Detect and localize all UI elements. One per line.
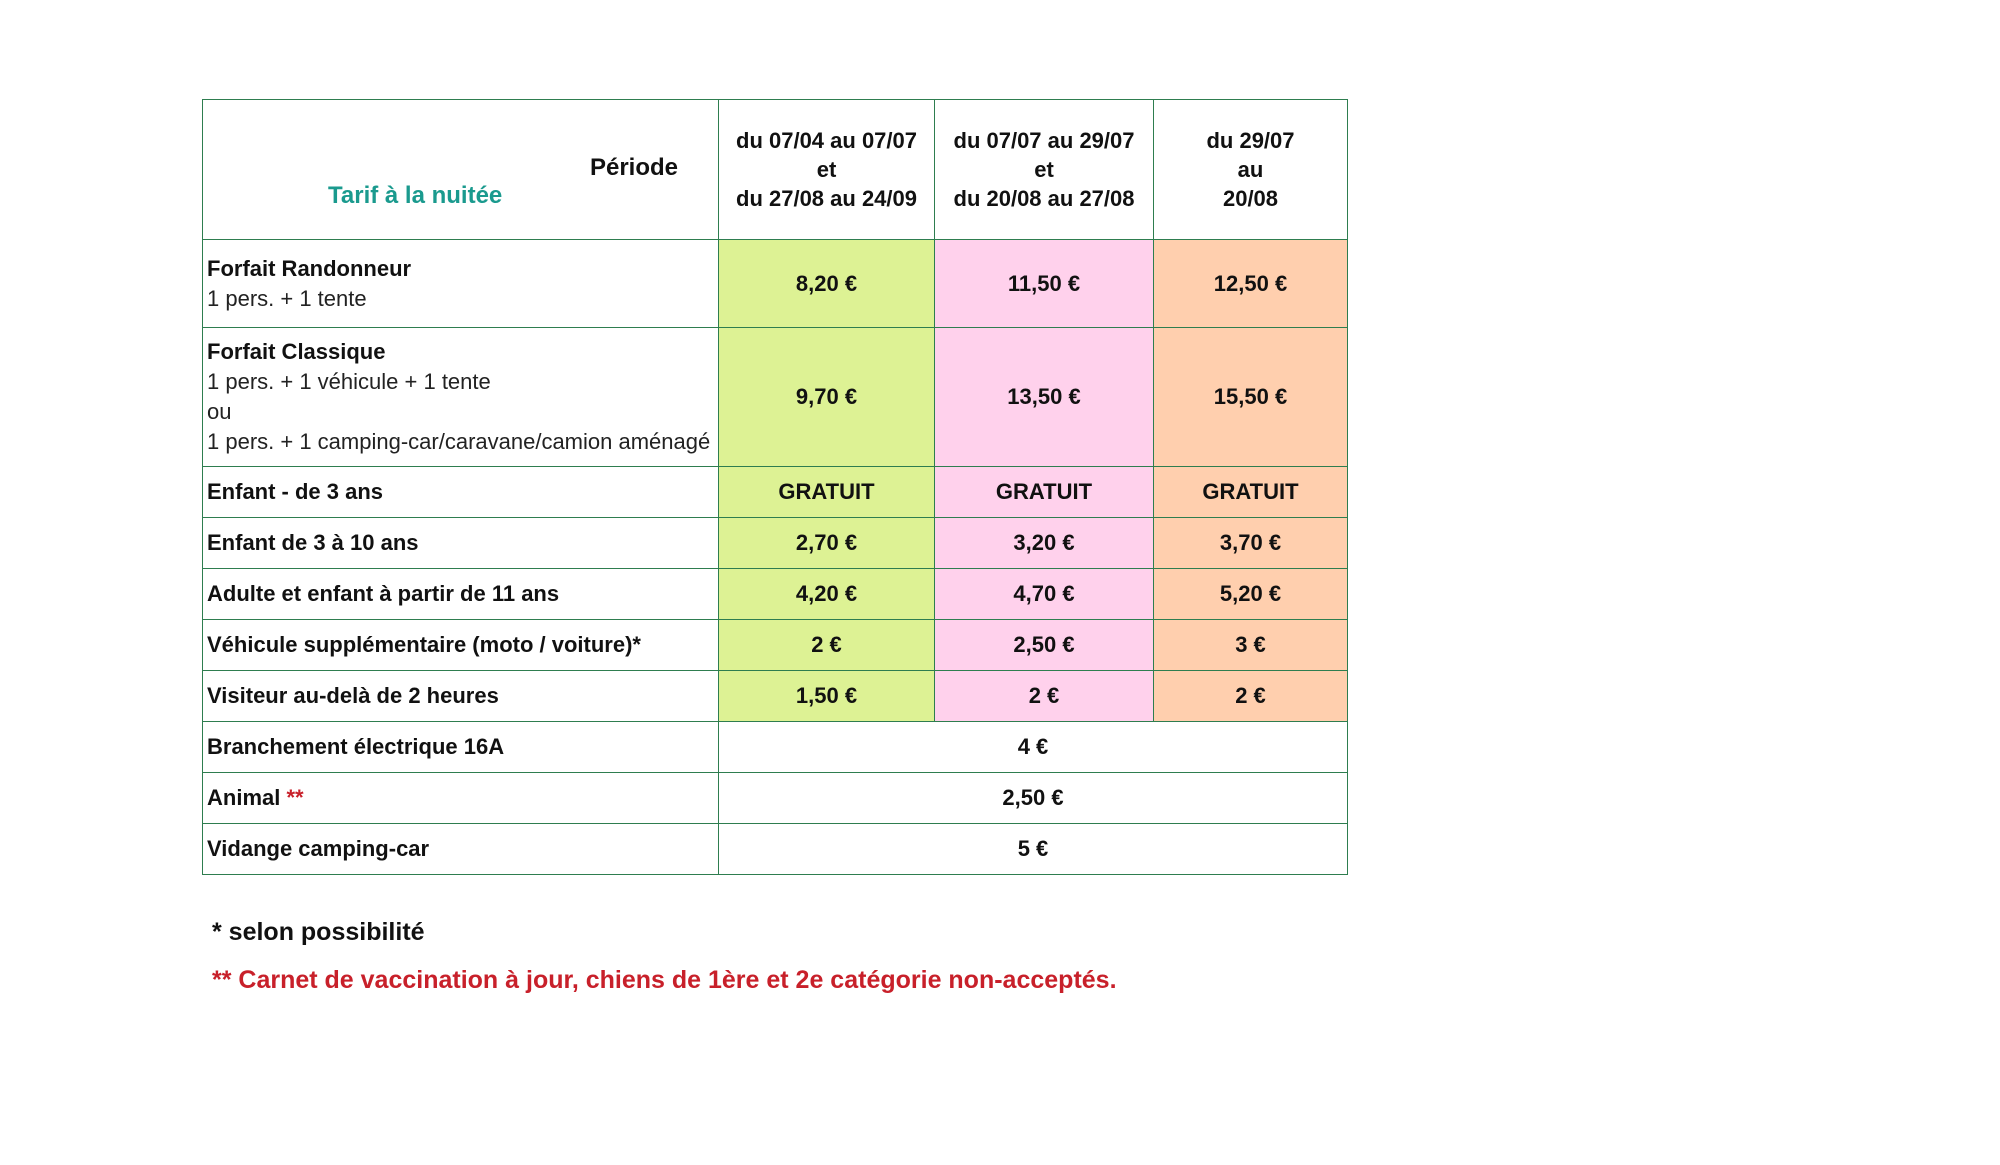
- row-label: [203, 467, 719, 518]
- price-cell: 11,50 €: [935, 240, 1154, 328]
- table-row: [203, 240, 1348, 328]
- row-subtitle: 1 pers. + 1 tente: [207, 285, 367, 311]
- period-line: du 29/07: [1206, 128, 1295, 153]
- footnote-marker: **: [286, 785, 304, 810]
- header-corner: [203, 100, 719, 240]
- price-cell: 12,50 €: [1154, 240, 1348, 328]
- row-title: Vidange camping-car: [207, 836, 430, 861]
- price-cell: 2,50 €: [935, 620, 1154, 671]
- period-line: du 20/08 au 27/08: [953, 186, 1135, 211]
- tarif-label: Tarif à la nuitée: [328, 182, 503, 209]
- row-title: Forfait Randonneur: [207, 255, 412, 281]
- price-cell: 13,50 €: [935, 328, 1154, 467]
- period-line: et: [1034, 157, 1054, 182]
- table-row: [203, 620, 1348, 671]
- row-label: [203, 518, 719, 569]
- period-line: du 07/04 au 07/07: [736, 128, 917, 153]
- row-label: [203, 671, 719, 722]
- period-line: et: [816, 157, 837, 182]
- row-label: [203, 722, 719, 773]
- table-row: [203, 328, 1348, 467]
- period-line: 20/08: [1222, 186, 1279, 211]
- row-label: [203, 328, 719, 467]
- price-cell: 3 €: [1154, 620, 1348, 671]
- row-title: Forfait Classique: [207, 339, 386, 364]
- row-subtitle: ou: [207, 399, 232, 424]
- table-row: [203, 569, 1348, 620]
- row-title: Véhicule supplémentaire (moto / voiture)*: [207, 632, 641, 657]
- price-cell: 4,70 €: [935, 569, 1154, 620]
- row-title: [207, 783, 718, 813]
- period-header-mid: [935, 100, 1154, 240]
- price-cell: 2 €: [1154, 671, 1348, 722]
- flat-price-cell: 4 €: [719, 722, 1348, 773]
- period-line: du 07/07 au 29/07: [953, 128, 1135, 153]
- row-title: Enfant - de 3 ans: [207, 479, 384, 504]
- periode-label: Période: [589, 154, 678, 181]
- footnote-selon-possibilite: * selon possibilité: [212, 918, 425, 946]
- price-cell: 1,50 €: [719, 671, 935, 722]
- header-row: [203, 100, 1348, 240]
- row-title: Visiteur au-delà de 2 heures: [207, 683, 499, 708]
- price-cell: 4,20 €: [719, 569, 935, 620]
- period-line: du 27/08 au 24/09: [736, 186, 917, 211]
- price-cell: 15,50 €: [1154, 328, 1348, 467]
- table-row: [203, 722, 1348, 773]
- price-cell: 2 €: [935, 671, 1154, 722]
- table-row: [203, 773, 1348, 824]
- price-cell: 2,70 €: [719, 518, 935, 569]
- price-cell: 2 €: [719, 620, 935, 671]
- price-cell: 8,20 €: [719, 240, 935, 328]
- footnote-animal: ** Carnet de vaccination à jour, chiens de 1ère et 2e catégorie non-acceptés.: [212, 966, 1117, 994]
- tarif-table: [202, 99, 1348, 875]
- row-title: Enfant de 3 à 10 ans: [207, 530, 419, 555]
- price-cell: 3,20 €: [935, 518, 1154, 569]
- table-row: [203, 467, 1348, 518]
- table-row: [203, 518, 1348, 569]
- price-cell: 3,70 €: [1154, 518, 1348, 569]
- table-row: [203, 671, 1348, 722]
- price-cell: GRATUIT: [719, 467, 935, 518]
- table-row: [203, 824, 1348, 875]
- price-cell: 9,70 €: [719, 328, 935, 467]
- price-cell: 5,20 €: [1154, 569, 1348, 620]
- row-label: [203, 240, 719, 328]
- row-label: [203, 620, 719, 671]
- period-header-high: [1154, 100, 1348, 240]
- flat-price-cell: 2,50 €: [719, 773, 1348, 824]
- period-header-low: [719, 100, 935, 240]
- row-label: [203, 824, 719, 875]
- row-label: [203, 773, 719, 824]
- price-cell: GRATUIT: [1154, 467, 1348, 518]
- row-subtitle: 1 pers. + 1 camping-car/caravane/camion aménagé: [207, 429, 711, 454]
- row-title: Branchement électrique 16A: [207, 734, 505, 759]
- row-title-text: Animal: [207, 785, 281, 810]
- row-subtitle: 1 pers. + 1 véhicule + 1 tente: [207, 369, 491, 394]
- row-title: Adulte et enfant à partir de 11 ans: [207, 581, 560, 606]
- period-line: au: [1237, 157, 1264, 182]
- price-cell: GRATUIT: [935, 467, 1154, 518]
- flat-price-cell: 5 €: [719, 824, 1348, 875]
- row-label: [203, 569, 719, 620]
